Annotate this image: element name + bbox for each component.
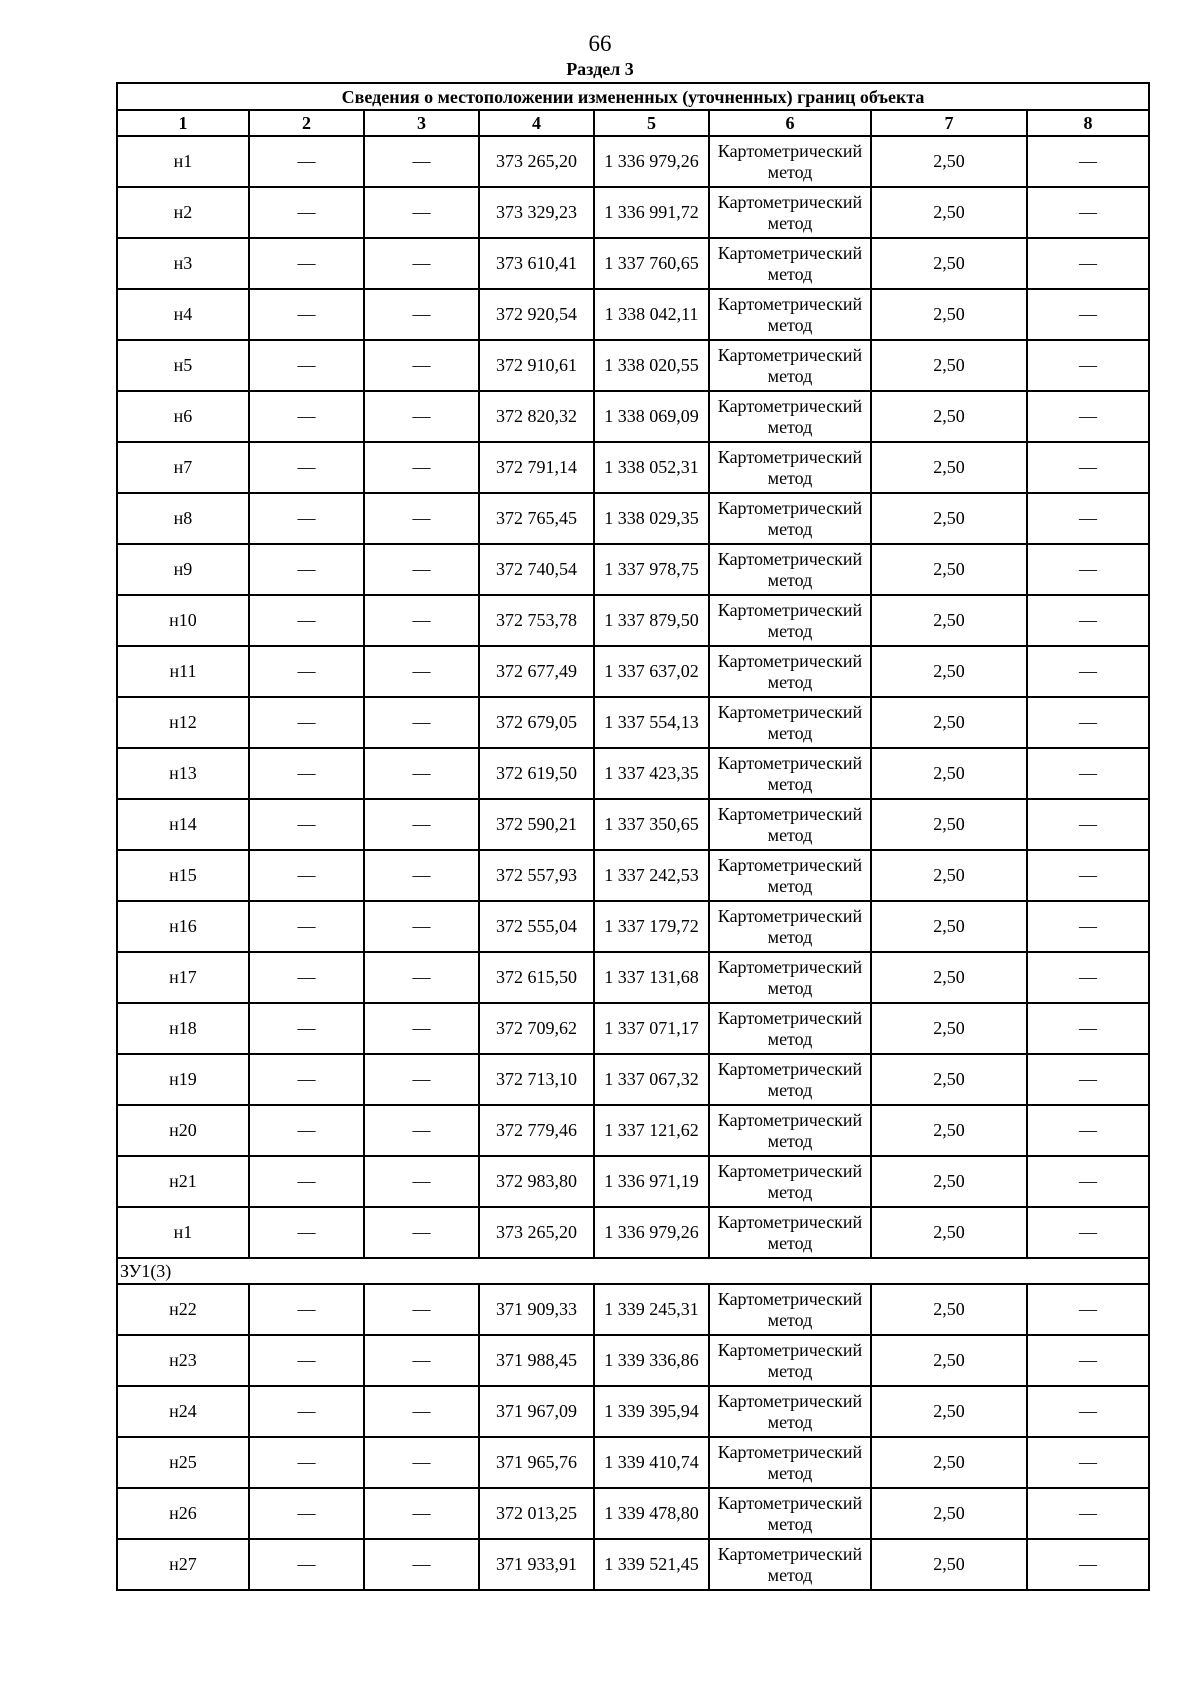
col3-cell: —: [364, 391, 479, 442]
table-row: [117, 544, 1149, 595]
method-cell: Картометрический метод: [709, 1054, 871, 1105]
col3-cell: —: [364, 442, 479, 493]
col2-cell: —: [249, 799, 364, 850]
col3-cell: —: [364, 646, 479, 697]
col8-cell: —: [1027, 1386, 1149, 1437]
y-coordinate-cell: 1 337 879,50: [594, 595, 709, 646]
col2-cell: —: [249, 136, 364, 187]
y-coordinate-cell: 1 339 521,45: [594, 1539, 709, 1590]
accuracy-cell: 2,50: [871, 1054, 1027, 1105]
col3-cell: —: [364, 952, 479, 1003]
point-id-cell: н22: [117, 1284, 249, 1335]
col3-cell: —: [364, 1003, 479, 1054]
method-cell: Картометрический метод: [709, 544, 871, 595]
x-coordinate-cell: 372 779,46: [479, 1105, 594, 1156]
table-row: [117, 901, 1149, 952]
point-id-cell: н1: [117, 136, 249, 187]
col2-cell: —: [249, 1335, 364, 1386]
point-id-cell: н26: [117, 1488, 249, 1539]
accuracy-cell: 2,50: [871, 1386, 1027, 1437]
method-cell: Картометрический метод: [709, 646, 871, 697]
accuracy-cell: 2,50: [871, 187, 1027, 238]
col2-cell: —: [249, 952, 364, 1003]
group-label-row: [117, 1258, 1149, 1284]
col3-cell: —: [364, 697, 479, 748]
col2-cell: —: [249, 901, 364, 952]
col8-cell: —: [1027, 850, 1149, 901]
col2-cell: —: [249, 442, 364, 493]
accuracy-cell: 2,50: [871, 697, 1027, 748]
x-coordinate-cell: 372 619,50: [479, 748, 594, 799]
y-coordinate-cell: 1 337 242,53: [594, 850, 709, 901]
point-id-cell: н17: [117, 952, 249, 1003]
col3-cell: —: [364, 1437, 479, 1488]
col3-cell: —: [364, 1156, 479, 1207]
table-row: [117, 595, 1149, 646]
y-coordinate-cell: 1 337 637,02: [594, 646, 709, 697]
table-row: [117, 493, 1149, 544]
table-row: [117, 238, 1149, 289]
col2-cell: —: [249, 1539, 364, 1590]
y-coordinate-cell: 1 336 979,26: [594, 136, 709, 187]
coordinates-table: [116, 82, 1150, 1591]
column-header: 5: [594, 110, 709, 136]
col2-cell: —: [249, 748, 364, 799]
col2-cell: —: [249, 493, 364, 544]
x-coordinate-cell: 371 965,76: [479, 1437, 594, 1488]
x-coordinate-cell: 372 557,93: [479, 850, 594, 901]
x-coordinate-cell: 371 933,91: [479, 1539, 594, 1590]
col3-cell: —: [364, 1207, 479, 1258]
method-cell: Картометрический метод: [709, 1488, 871, 1539]
x-coordinate-cell: 372 709,62: [479, 1003, 594, 1054]
accuracy-cell: 2,50: [871, 1539, 1027, 1590]
table-row: [117, 646, 1149, 697]
col2-cell: —: [249, 1156, 364, 1207]
point-id-cell: н15: [117, 850, 249, 901]
table-row: [117, 748, 1149, 799]
point-id-cell: н4: [117, 289, 249, 340]
table-row: [117, 697, 1149, 748]
y-coordinate-cell: 1 337 131,68: [594, 952, 709, 1003]
accuracy-cell: 2,50: [871, 901, 1027, 952]
x-coordinate-cell: 373 329,23: [479, 187, 594, 238]
x-coordinate-cell: 372 920,54: [479, 289, 594, 340]
section-title: Раздел 3: [566, 59, 634, 79]
y-coordinate-cell: 1 337 179,72: [594, 901, 709, 952]
point-id-cell: н6: [117, 391, 249, 442]
col8-cell: —: [1027, 748, 1149, 799]
method-cell: Картометрический метод: [709, 799, 871, 850]
table-row: [117, 1105, 1149, 1156]
method-cell: Картометрический метод: [709, 595, 871, 646]
col8-cell: —: [1027, 340, 1149, 391]
col8-cell: —: [1027, 289, 1149, 340]
table-row: [117, 289, 1149, 340]
accuracy-cell: 2,50: [871, 850, 1027, 901]
table-row: [117, 1003, 1149, 1054]
method-cell: Картометрический метод: [709, 1335, 871, 1386]
col3-cell: —: [364, 748, 479, 799]
page-number: 66: [588, 31, 612, 56]
table-row: [117, 340, 1149, 391]
point-id-cell: н19: [117, 1054, 249, 1105]
point-id-cell: н25: [117, 1437, 249, 1488]
method-cell: Картометрический метод: [709, 289, 871, 340]
method-cell: Картометрический метод: [709, 1207, 871, 1258]
col3-cell: —: [364, 1284, 479, 1335]
col2-cell: —: [249, 595, 364, 646]
point-id-cell: н14: [117, 799, 249, 850]
y-coordinate-cell: 1 338 052,31: [594, 442, 709, 493]
col8-cell: —: [1027, 442, 1149, 493]
table-row: [117, 850, 1149, 901]
x-coordinate-cell: 372 679,05: [479, 697, 594, 748]
accuracy-cell: 2,50: [871, 799, 1027, 850]
col3-cell: —: [364, 850, 479, 901]
col3-cell: —: [364, 289, 479, 340]
y-coordinate-cell: 1 339 395,94: [594, 1386, 709, 1437]
col2-cell: —: [249, 1488, 364, 1539]
col8-cell: —: [1027, 1335, 1149, 1386]
table-row: [117, 1156, 1149, 1207]
point-id-cell: н8: [117, 493, 249, 544]
col2-cell: —: [249, 289, 364, 340]
table-row: [117, 136, 1149, 187]
x-coordinate-cell: 372 013,25: [479, 1488, 594, 1539]
point-id-cell: н1: [117, 1207, 249, 1258]
accuracy-cell: 2,50: [871, 748, 1027, 799]
col2-cell: —: [249, 340, 364, 391]
col8-cell: —: [1027, 1284, 1149, 1335]
x-coordinate-cell: 372 910,61: [479, 340, 594, 391]
x-coordinate-cell: 373 265,20: [479, 136, 594, 187]
col3-cell: —: [364, 238, 479, 289]
method-cell: Картометрический метод: [709, 391, 871, 442]
col2-cell: —: [249, 697, 364, 748]
x-coordinate-cell: 372 765,45: [479, 493, 594, 544]
col3-cell: —: [364, 544, 479, 595]
col8-cell: —: [1027, 1105, 1149, 1156]
x-coordinate-cell: 372 555,04: [479, 901, 594, 952]
accuracy-cell: 2,50: [871, 1105, 1027, 1156]
y-coordinate-cell: 1 336 979,26: [594, 1207, 709, 1258]
x-coordinate-cell: 372 983,80: [479, 1156, 594, 1207]
method-cell: Картометрический метод: [709, 136, 871, 187]
point-id-cell: н23: [117, 1335, 249, 1386]
x-coordinate-cell: 372 590,21: [479, 799, 594, 850]
table-row: [117, 1539, 1149, 1590]
col2-cell: —: [249, 544, 364, 595]
method-cell: Картометрический метод: [709, 1386, 871, 1437]
point-id-cell: н11: [117, 646, 249, 697]
col8-cell: —: [1027, 136, 1149, 187]
accuracy-cell: 2,50: [871, 442, 1027, 493]
column-header: 7: [871, 110, 1027, 136]
col2-cell: —: [249, 1284, 364, 1335]
table-header-row: [117, 110, 1149, 136]
point-id-cell: н9: [117, 544, 249, 595]
column-header: 3: [364, 110, 479, 136]
col8-cell: —: [1027, 1003, 1149, 1054]
y-coordinate-cell: 1 337 067,32: [594, 1054, 709, 1105]
y-coordinate-cell: 1 338 029,35: [594, 493, 709, 544]
accuracy-cell: 2,50: [871, 544, 1027, 595]
method-cell: Картометрический метод: [709, 901, 871, 952]
col3-cell: —: [364, 1488, 479, 1539]
table-row: [117, 1386, 1149, 1437]
method-cell: Картометрический метод: [709, 850, 871, 901]
col2-cell: —: [249, 391, 364, 442]
x-coordinate-cell: 373 265,20: [479, 1207, 594, 1258]
method-cell: Картометрический метод: [709, 1105, 871, 1156]
col8-cell: —: [1027, 952, 1149, 1003]
point-id-cell: н27: [117, 1539, 249, 1590]
x-coordinate-cell: 372 615,50: [479, 952, 594, 1003]
col3-cell: —: [364, 901, 479, 952]
col2-cell: —: [249, 646, 364, 697]
x-coordinate-cell: 372 753,78: [479, 595, 594, 646]
col2-cell: —: [249, 1437, 364, 1488]
accuracy-cell: 2,50: [871, 952, 1027, 1003]
accuracy-cell: 2,50: [871, 1156, 1027, 1207]
x-coordinate-cell: 371 967,09: [479, 1386, 594, 1437]
y-coordinate-cell: 1 337 423,35: [594, 748, 709, 799]
x-coordinate-cell: 371 909,33: [479, 1284, 594, 1335]
y-coordinate-cell: 1 337 350,65: [594, 799, 709, 850]
table-row: [117, 442, 1149, 493]
col8-cell: —: [1027, 187, 1149, 238]
col8-cell: —: [1027, 391, 1149, 442]
point-id-cell: н3: [117, 238, 249, 289]
col2-cell: —: [249, 850, 364, 901]
method-cell: Картометрический метод: [709, 442, 871, 493]
accuracy-cell: 2,50: [871, 340, 1027, 391]
point-id-cell: н2: [117, 187, 249, 238]
point-id-cell: н12: [117, 697, 249, 748]
y-coordinate-cell: 1 339 336,86: [594, 1335, 709, 1386]
col3-cell: —: [364, 1054, 479, 1105]
point-id-cell: н10: [117, 595, 249, 646]
y-coordinate-cell: 1 339 245,31: [594, 1284, 709, 1335]
x-coordinate-cell: 372 677,49: [479, 646, 594, 697]
point-id-cell: н24: [117, 1386, 249, 1437]
accuracy-cell: 2,50: [871, 136, 1027, 187]
col2-cell: —: [249, 1105, 364, 1156]
column-header: 2: [249, 110, 364, 136]
col8-cell: —: [1027, 238, 1149, 289]
point-id-cell: н5: [117, 340, 249, 391]
accuracy-cell: 2,50: [871, 1003, 1027, 1054]
method-cell: Картометрический метод: [709, 340, 871, 391]
col8-cell: —: [1027, 1054, 1149, 1105]
y-coordinate-cell: 1 336 991,72: [594, 187, 709, 238]
col3-cell: —: [364, 340, 479, 391]
y-coordinate-cell: 1 337 554,13: [594, 697, 709, 748]
col8-cell: —: [1027, 901, 1149, 952]
col3-cell: —: [364, 1539, 479, 1590]
method-cell: Картометрический метод: [709, 238, 871, 289]
accuracy-cell: 2,50: [871, 289, 1027, 340]
y-coordinate-cell: 1 336 971,19: [594, 1156, 709, 1207]
table-row: [117, 799, 1149, 850]
col2-cell: —: [249, 1386, 364, 1437]
col8-cell: —: [1027, 595, 1149, 646]
accuracy-cell: 2,50: [871, 1284, 1027, 1335]
x-coordinate-cell: 371 988,45: [479, 1335, 594, 1386]
col8-cell: —: [1027, 1488, 1149, 1539]
y-coordinate-cell: 1 338 020,55: [594, 340, 709, 391]
col8-cell: —: [1027, 493, 1149, 544]
column-header: 6: [709, 110, 871, 136]
y-coordinate-cell: 1 337 071,17: [594, 1003, 709, 1054]
y-coordinate-cell: 1 339 410,74: [594, 1437, 709, 1488]
accuracy-cell: 2,50: [871, 1207, 1027, 1258]
table-row: [117, 1437, 1149, 1488]
table-title-row: [117, 83, 1149, 110]
accuracy-cell: 2,50: [871, 646, 1027, 697]
accuracy-cell: 2,50: [871, 493, 1027, 544]
accuracy-cell: 2,50: [871, 1437, 1027, 1488]
col3-cell: —: [364, 1105, 479, 1156]
method-cell: Картометрический метод: [709, 1437, 871, 1488]
y-coordinate-cell: 1 339 478,80: [594, 1488, 709, 1539]
col8-cell: —: [1027, 697, 1149, 748]
group-label: ЗУ1(3): [117, 1258, 1149, 1284]
x-coordinate-cell: 372 791,14: [479, 442, 594, 493]
col8-cell: —: [1027, 1539, 1149, 1590]
accuracy-cell: 2,50: [871, 1335, 1027, 1386]
col2-cell: —: [249, 1054, 364, 1105]
table-body: [117, 83, 1149, 1590]
table-row: [117, 1488, 1149, 1539]
point-id-cell: н21: [117, 1156, 249, 1207]
col2-cell: —: [249, 1003, 364, 1054]
col2-cell: —: [249, 187, 364, 238]
col3-cell: —: [364, 1386, 479, 1437]
x-coordinate-cell: 372 713,10: [479, 1054, 594, 1105]
method-cell: Картометрический метод: [709, 697, 871, 748]
point-id-cell: н18: [117, 1003, 249, 1054]
table-row: [117, 391, 1149, 442]
col3-cell: —: [364, 799, 479, 850]
method-cell: Картометрический метод: [709, 1284, 871, 1335]
y-coordinate-cell: 1 337 978,75: [594, 544, 709, 595]
table-row: [117, 187, 1149, 238]
method-cell: Картометрический метод: [709, 1003, 871, 1054]
x-coordinate-cell: 373 610,41: [479, 238, 594, 289]
table-row: [117, 1054, 1149, 1105]
x-coordinate-cell: 372 820,32: [479, 391, 594, 442]
table-row: [117, 1284, 1149, 1335]
y-coordinate-cell: 1 337 760,65: [594, 238, 709, 289]
x-coordinate-cell: 372 740,54: [479, 544, 594, 595]
method-cell: Картометрический метод: [709, 1539, 871, 1590]
col3-cell: —: [364, 187, 479, 238]
col8-cell: —: [1027, 1437, 1149, 1488]
method-cell: Картометрический метод: [709, 952, 871, 1003]
table-row: [117, 952, 1149, 1003]
accuracy-cell: 2,50: [871, 238, 1027, 289]
accuracy-cell: 2,50: [871, 595, 1027, 646]
col3-cell: —: [364, 136, 479, 187]
method-cell: Картометрический метод: [709, 187, 871, 238]
y-coordinate-cell: 1 338 042,11: [594, 289, 709, 340]
point-id-cell: н20: [117, 1105, 249, 1156]
col8-cell: —: [1027, 1156, 1149, 1207]
accuracy-cell: 2,50: [871, 391, 1027, 442]
col8-cell: —: [1027, 1207, 1149, 1258]
table-title: Сведения о местоположении измененных (уточненных) границ объекта: [117, 83, 1149, 110]
point-id-cell: н16: [117, 901, 249, 952]
col2-cell: —: [249, 238, 364, 289]
method-cell: Картометрический метод: [709, 493, 871, 544]
accuracy-cell: 2,50: [871, 1488, 1027, 1539]
table-row: [117, 1207, 1149, 1258]
point-id-cell: н7: [117, 442, 249, 493]
column-header: 4: [479, 110, 594, 136]
table-row: [117, 1335, 1149, 1386]
y-coordinate-cell: 1 337 121,62: [594, 1105, 709, 1156]
col3-cell: —: [364, 595, 479, 646]
method-cell: Картометрический метод: [709, 748, 871, 799]
y-coordinate-cell: 1 338 069,09: [594, 391, 709, 442]
col8-cell: —: [1027, 799, 1149, 850]
col8-cell: —: [1027, 646, 1149, 697]
col8-cell: —: [1027, 544, 1149, 595]
method-cell: Картометрический метод: [709, 1156, 871, 1207]
col2-cell: —: [249, 1207, 364, 1258]
column-header: 8: [1027, 110, 1149, 136]
point-id-cell: н13: [117, 748, 249, 799]
col3-cell: —: [364, 493, 479, 544]
col3-cell: —: [364, 1335, 479, 1386]
column-header: 1: [117, 110, 249, 136]
